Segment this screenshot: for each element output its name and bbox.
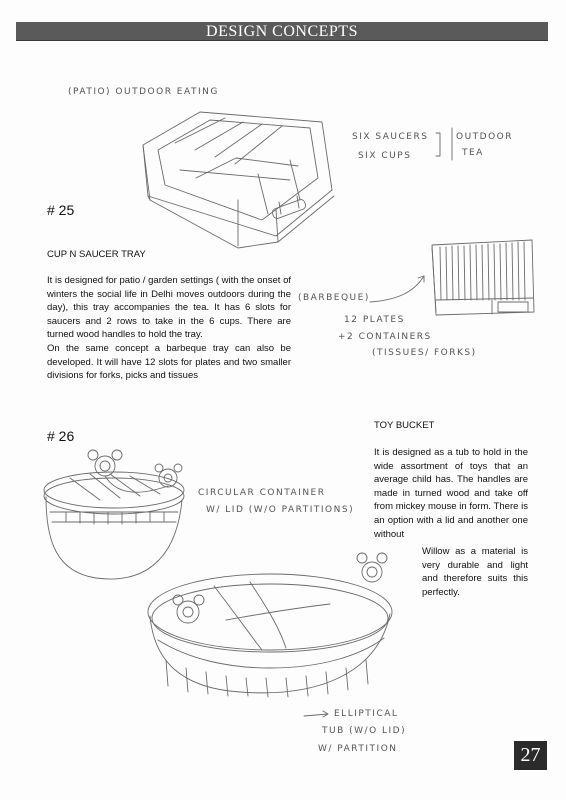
page-number: 27 bbox=[514, 741, 547, 770]
concept-description-26 bbox=[374, 446, 528, 541]
note-12-plates: 12 PLATES bbox=[344, 315, 405, 325]
note-2-containers: +2 CONTAINERS bbox=[338, 332, 432, 342]
circular-container-sketch bbox=[44, 450, 184, 579]
note-patio-heading: (PATIO) OUTDOOR EATING bbox=[68, 87, 219, 97]
note-barbeque: (BARBEQUE) bbox=[298, 293, 370, 303]
note-partition: W/ PARTITION bbox=[318, 744, 398, 754]
concept-number-25: # 25 bbox=[47, 202, 75, 218]
concept-description-26-material bbox=[422, 545, 528, 599]
concept26-paragraph: Willow as a material is very durable and light and therefore suits this perfectly. bbox=[422, 546, 528, 598]
note-tub: TUB (W/O LID) bbox=[322, 726, 407, 736]
concept25-paragraph: On the same concept a barbeque tray can also be developed. It will have 12 slots for plates and two smaller divisions for forks, picks and tissues bbox=[47, 342, 291, 382]
tray-sketch bbox=[143, 112, 334, 248]
note-tea: TEA bbox=[462, 148, 484, 158]
concept-title-cup-n-saucer-tray: CUP N SAUCER TRAY bbox=[47, 249, 146, 260]
barbeque-tray-sketch bbox=[432, 240, 534, 315]
note-with-lid: W/ LID (W/O PARTITIONS) bbox=[206, 505, 355, 515]
elliptical-tub-sketch bbox=[148, 553, 392, 697]
concept25-paragraph: It is designed for patio / garden settings ( with the onset of winters the social life in Delhi moves outdoors during the day), this tray accompanies the tea. It has 6 slots for saucers and 2 rows to take in the 6 cups. There are turned wood handles to hold the tray. bbox=[47, 275, 291, 341]
concept26-paragraph: It is designed as a tub to hold in the wide assortment of toys that an average child has. The handles are made in turned wood and take off from mickey mouse in form. There is an option with a lid and another one without bbox=[374, 447, 528, 540]
note-circular-container: CIRCULAR CONTAINER bbox=[198, 488, 326, 498]
concept-description-25 bbox=[47, 274, 291, 383]
note-tissues-forks: (TISSUES/ FORKS) bbox=[372, 348, 477, 358]
note-outdoor: OUTDOOR bbox=[456, 132, 514, 142]
note-elliptical: ELLIPTICAL bbox=[334, 709, 399, 719]
note-six-cups: SIX CUPS bbox=[358, 151, 412, 161]
concept-title-toy-bucket: TOY BUCKET bbox=[374, 420, 435, 431]
page-header: DESIGN CONCEPTS bbox=[16, 22, 548, 41]
concept-number-26: # 26 bbox=[47, 428, 75, 444]
note-six-saucers: SIX SAUCERS bbox=[352, 132, 429, 142]
